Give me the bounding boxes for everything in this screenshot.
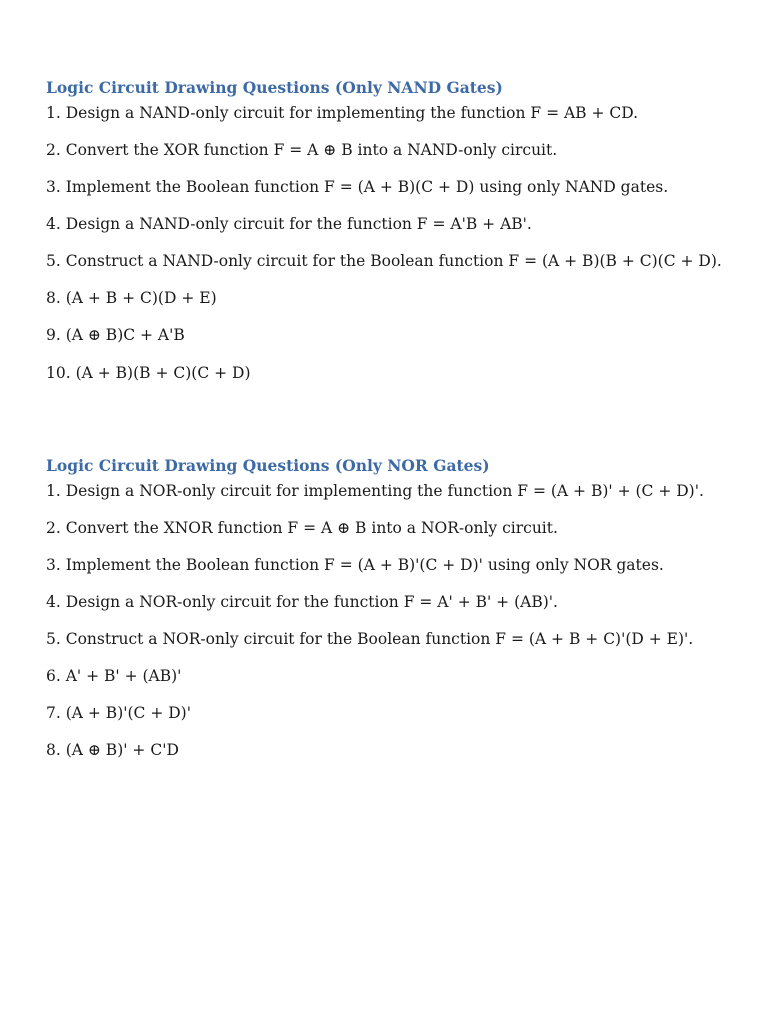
nand-question-3: 3. Implement the Boolean function F = (A + B)(C + D) using only NAND gates. xyxy=(46,178,669,196)
nor-question-7: 7. (A + B)'(C + D)' xyxy=(46,704,191,722)
nor-question-2: 2. Convert the XNOR function F = A ⊕ B into a NOR-only circuit. xyxy=(46,519,558,537)
nand-question-9: 9. (A ⊕ B)C + A'B xyxy=(46,326,185,344)
nand-question-10: 10. (A + B)(B + C)(C + D) xyxy=(46,364,251,382)
nand-section-heading: Logic Circuit Drawing Questions (Only NAND Gates) xyxy=(46,78,503,97)
nand-questions-section xyxy=(46,78,738,383)
nor-question-4: 4. Design a NOR-only circuit for the function F = A' + B' + (AB)'. xyxy=(46,593,558,611)
nor-question-list xyxy=(46,481,738,760)
nor-section-heading: Logic Circuit Drawing Questions (Only NOR Gates) xyxy=(46,456,490,475)
nor-question-6: 6. A' + B' + (AB)' xyxy=(46,667,182,685)
nor-question-1: 1. Design a NOR-only circuit for implementing the function F = (A + B)' + (C + D)'. xyxy=(46,482,704,500)
nor-questions-section xyxy=(46,456,738,760)
nor-question-3: 3. Implement the Boolean function F = (A + B)'(C + D)' using only NOR gates. xyxy=(46,556,664,574)
nor-question-5: 5. Construct a NOR-only circuit for the Boolean function F = (A + B + C)'(D + E)'. xyxy=(46,630,694,648)
nand-question-list xyxy=(46,103,738,383)
nand-question-4: 4. Design a NAND-only circuit for the function F = A'B + AB'. xyxy=(46,215,532,233)
nor-question-8: 8. (A ⊕ B)' + C'D xyxy=(46,741,179,759)
nand-question-8: 8. (A + B + C)(D + E) xyxy=(46,289,217,307)
nand-question-1: 1. Design a NAND-only circuit for implementing the function F = AB + CD. xyxy=(46,104,639,122)
nand-question-5: 5. Construct a NAND-only circuit for the Boolean function F = (A + B)(B + C)(C + D). xyxy=(46,252,722,270)
nand-question-2: 2. Convert the XOR function F = A ⊕ B into a NAND-only circuit. xyxy=(46,141,558,159)
